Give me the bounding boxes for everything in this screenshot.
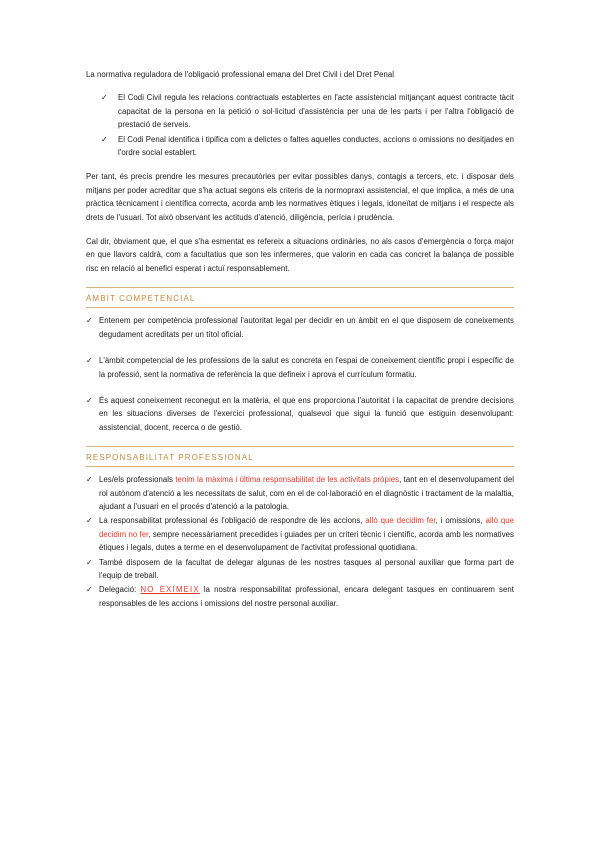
section-title-responsabilitat: RESPONSABILITAT PROFESSIONAL bbox=[86, 453, 254, 463]
check-icon: ✓ bbox=[86, 475, 93, 485]
list-item-text: La responsabilitat professional és l'obligació de respondre de les accions, bbox=[99, 516, 366, 526]
check-icon: ✓ bbox=[86, 316, 93, 326]
list-item bbox=[86, 583, 514, 610]
list-item bbox=[86, 556, 514, 583]
list-item-text: També disposem de la facultat de delegar algunas de les nostres tasques al personal auxiliar que forma part de l'equip de treball. bbox=[99, 557, 514, 580]
list-item bbox=[86, 354, 514, 381]
section-divider bbox=[86, 466, 514, 467]
list-item bbox=[86, 394, 514, 434]
list-item bbox=[86, 314, 514, 341]
list-item bbox=[101, 91, 514, 131]
check-icon: ✓ bbox=[86, 356, 93, 366]
check-icon: ✓ bbox=[101, 93, 108, 103]
list-item-text: , i omissions, bbox=[435, 516, 486, 526]
precautions-paragraph: Per tant, és precís prendre les mesures precautòries per evitar possibles danys, contagis a tercers, etc. i disposar dels mitjans per poder acreditar que s'ha actuat segons els criteris de la normopraxi assistencial, el que implica, a més de una pràctica tècnicament i científica correcta, acorda amb les normatives ètiques i legals, idoneïtat de mitjans i el respecte als drets de l'usuari. Tot això observant les actituds d'atenció, diligència, perícia i prudència. bbox=[86, 172, 514, 222]
list-item bbox=[86, 514, 515, 554]
check-icon: ✓ bbox=[86, 557, 93, 567]
check-icon: ✓ bbox=[101, 134, 108, 144]
check-icon: ✓ bbox=[86, 516, 93, 526]
check-icon: ✓ bbox=[86, 585, 93, 595]
list-item-text: El Codi Penal identifica i tipifica com a delictes o faltes aquelles conductes, accions o omissions no desitjades en l'ordre social establert. bbox=[118, 134, 514, 158]
list-item-text: Entenem per competència professional l'autoritat legal per decidir en un àmbit en el que disposem de coneixements degudament acreditats per un títol oficial. bbox=[99, 316, 514, 339]
intro-paragraph: La normativa reguladora de l'obligació professional emana del Dret Civil i del Dret Penal bbox=[86, 70, 395, 79]
section-title-ambit: ÀMBIT COMPETENCIAL bbox=[86, 294, 196, 304]
document-body bbox=[86, 68, 514, 611]
list-item-text: El Codi Civil regula les relacions contractuals establertes en l'acte assistencial mitjançant aquest contracte tàcit capacitat de la persona en la petició o sol·licitud d'assistència per una de les parts i per l'altra l'obligació de prestació de serveis. bbox=[118, 93, 514, 130]
section-divider bbox=[86, 307, 514, 308]
list-item-text: Delegació: bbox=[99, 585, 141, 595]
highlighted-text: allò que decidim no fer bbox=[99, 516, 515, 539]
highlighted-text: allò que decidim fer bbox=[365, 516, 436, 526]
list-item bbox=[101, 133, 514, 160]
list-item-text: , sempre necessàriament precedides i guiades per un criteri tècnic i científic, acorda amb les normatives ètiques i legals, dutes a terme en el desenvolupament de l'activitat professional quotidiana. bbox=[99, 529, 514, 553]
emergency-paragraph: Cal dir, òbviament que, el que s'ha esmentat es refereix a situacions ordinàries, no als casos d'emergència o força major en que llavors caldrà, com a facultatius que son les infermeres, que valorin en cada cas concret la balança de possible risc en relació al benefici esperat i actuï responsablement. bbox=[86, 237, 514, 273]
list-item-text: És aquest coneixement reconegut en la matèria, el que ens proporciona l'autoritat i la capacitat de prendre decisions en les situacions diverses de l'exercici professional, qualsevol que sigui la funció que estiguin desenvolupant: assistencial, docent, recerca o de gestió. bbox=[99, 395, 514, 432]
list-item-text: Les/els professionals bbox=[99, 475, 176, 485]
competence-list bbox=[86, 314, 514, 434]
list-item-text: L'àmbit competencial de les professions de la salut es concreta en l'espai de coneixement científic propi i específic de la professió, sent la normativa de referència la que defineix i aprova el currículum formatiu. bbox=[99, 356, 514, 379]
section-divider bbox=[86, 446, 514, 447]
list-item-text: , tant en el desenvolupament del rol autònom d'atenció a les necessitats de salut, com en el de col·laboració en el diagnòstic i tractament de la malaltia, ajudant a l'usuari en el procés d'atenció a la patologia. bbox=[99, 475, 514, 511]
section-divider bbox=[86, 287, 514, 288]
intro-list bbox=[86, 91, 514, 159]
check-icon: ✓ bbox=[86, 395, 93, 405]
highlighted-text: NO EXIMEIX bbox=[140, 585, 200, 595]
list-item bbox=[86, 473, 514, 513]
list-item-text: la nostra responsabilitat professional, encara delegant tasques en continuarem sent responsables de les accions i omissions del nostre personal auxiliar. bbox=[99, 585, 514, 608]
responsibility-list bbox=[86, 473, 514, 610]
highlighted-text: tenim la màxima i última responsabilitat de les activitats pròpies bbox=[175, 475, 400, 485]
